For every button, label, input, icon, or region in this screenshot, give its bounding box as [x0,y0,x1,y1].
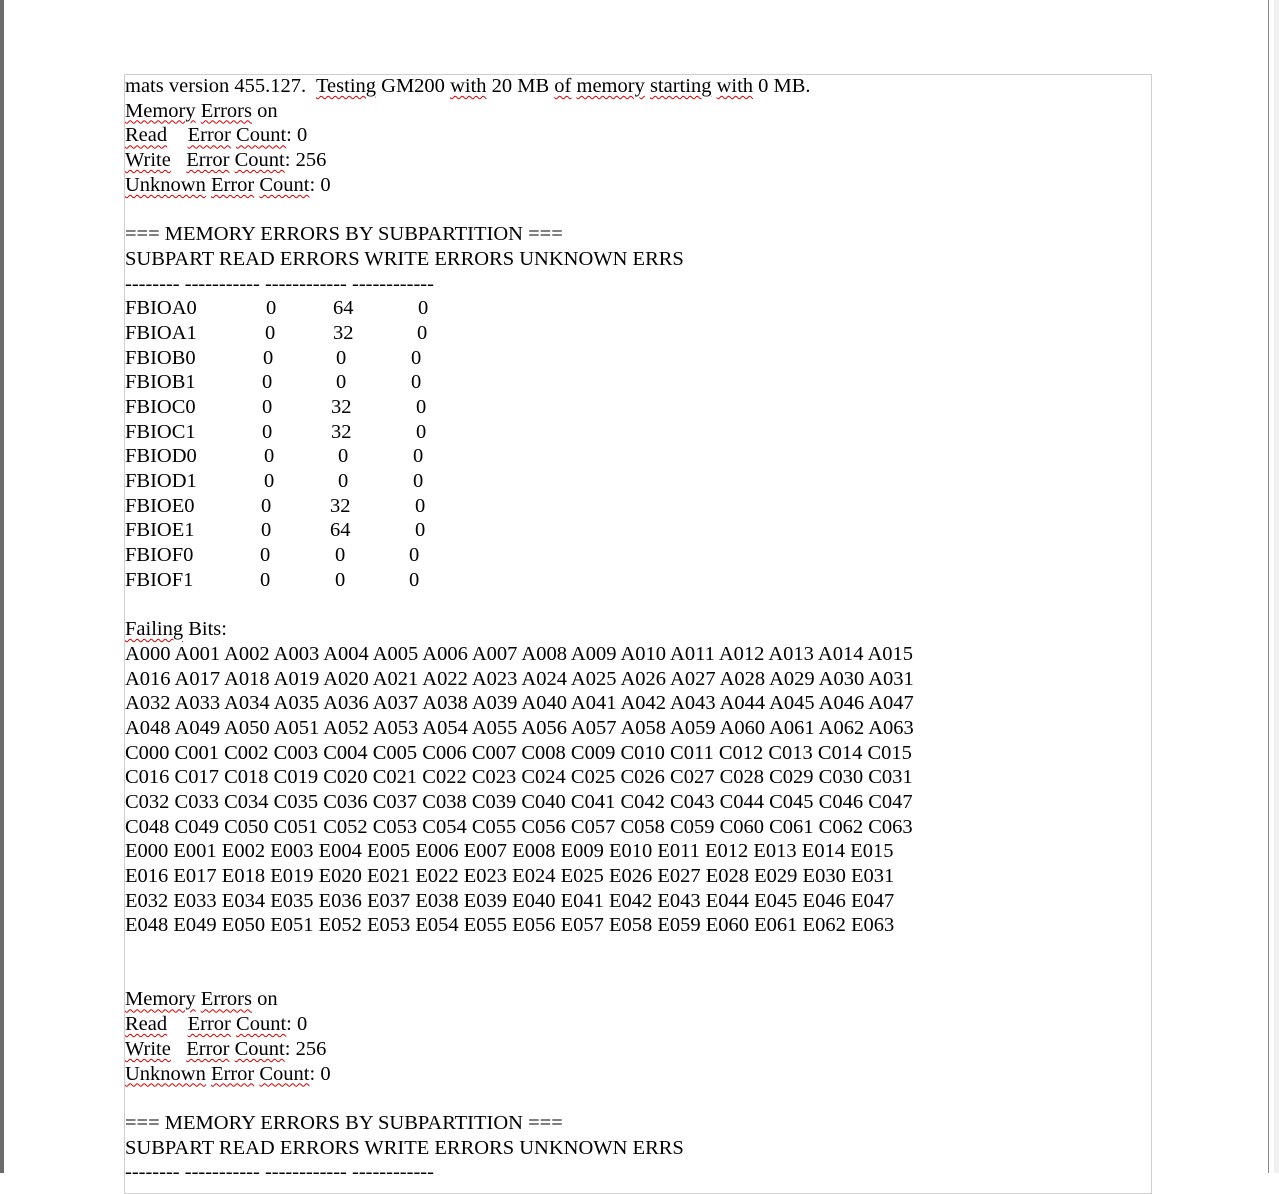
memory-errors-title: Memory Errors on [125,99,278,122]
table-row: FBIOB0 0 0 0 [125,346,422,369]
blank-line [125,1086,1225,1111]
failing-bits-line: E032 E033 E034 E035 E036 E037 E038 E039 E040 E041 E042 E043 E044 E045 E046 E047 [125,889,895,912]
blank-line [125,963,1225,988]
section-header: === MEMORY ERRORS BY SUBPARTITION === [125,223,563,246]
column-header: SUBPART READ ERRORS WRITE ERRORS UNKNOWN ERRS [125,1136,684,1159]
vertical-scrollbar[interactable] [1274,0,1279,1173]
table-row: FBIOD0 0 0 0 [125,445,424,468]
table-row: FBIOE0 0 32 0 [125,494,426,517]
table-row: FBIOD1 0 0 0 [125,470,424,492]
failing-bits-line: A000 A001 A002 A003 A004 A005 A006 A007 A008 A009 A010 A011 A012 A013 A014 A015 [125,642,914,665]
failing-bits-line: E016 E017 E018 E019 E020 E021 E022 E023 E024 E025 E026 E027 E028 E029 E030 E031 [125,865,895,887]
header-line: mats version 455.127. Testing GM200 with 20 MB of memory starting with 0 MB. [125,75,811,97]
blank-line [125,197,1225,222]
column-header: SUBPART READ ERRORS WRITE ERRORS UNKNOWN ERRS [125,247,684,270]
read-error-count: Read Error Count: 0 [125,1013,308,1036]
document-body[interactable] [125,74,1225,1185]
read-error-count: Read Error Count: 0 [125,124,308,147]
table-row: FBIOA1 0 32 0 [125,321,428,344]
table-row: FBIOC1 0 32 0 [125,420,427,443]
failing-bits-line: E048 E049 E050 E051 E052 E053 E054 E055 E056 E057 E058 E059 E060 E061 E062 E063 [125,914,895,937]
failing-bits-line: C032 C033 C034 C035 C036 C037 C038 C039 C040 C041 C042 C043 C044 C045 C046 C047 [125,790,913,813]
failing-bits-line: C016 C017 C018 C019 C020 C021 C022 C023 C024 C025 C026 C027 C028 C029 C030 C031 [125,766,913,789]
unknown-error-count: Unknown Error Count: 0 [125,173,331,196]
table-row: FBIOF1 0 0 0 [125,568,420,591]
blank-line [125,938,1225,963]
write-error-count: Write Error Count: 256 [125,1037,327,1060]
failing-bits-label: Failing Bits: [125,618,227,641]
table-row: FBIOF0 0 0 0 [125,544,420,567]
unknown-error-count: Unknown Error Count: 0 [125,1062,331,1085]
failing-bits-line: C048 C049 C050 C051 C052 C053 C054 C055 C056 C057 C058 C059 C060 C061 C062 C063 [125,815,913,838]
failing-bits-line: A016 A017 A018 A019 A020 A021 A022 A023 A024 A025 A026 A027 A028 A029 A030 A031 [125,667,914,690]
memory-errors-title: Memory Errors on [125,988,278,1011]
section-header: === MEMORY ERRORS BY SUBPARTITION === [125,1111,563,1134]
blank-line [125,592,1225,617]
window-left-edge [0,0,4,1173]
table-row: FBIOC0 0 32 0 [125,395,427,418]
failing-bits-line: E000 E001 E002 E003 E004 E005 E006 E007 E008 E009 E010 E011 E012 E013 E014 E015 [125,840,894,863]
failing-bits-line: A048 A049 A050 A051 A052 A053 A054 A055 A056 A057 A058 A059 A060 A061 A062 A063 [125,716,914,739]
separator-line: -------- ----------- ------------ ------------ [125,1161,434,1184]
failing-bits-line: C000 C001 C002 C003 C004 C005 C006 C007 C008 C009 C010 C011 C012 C013 C014 C015 [125,741,912,764]
table-row: FBIOE1 0 64 0 [125,519,426,542]
table-row: FBIOA0 0 64 0 [125,297,429,320]
separator-line: -------- ----------- ------------ ------------ [125,272,434,295]
table-row: FBIOB1 0 0 0 [125,371,422,394]
failing-bits-line: A032 A033 A034 A035 A036 A037 A038 A039 A040 A041 A042 A043 A044 A045 A046 A047 [125,692,914,715]
page-right-edge [1268,0,1269,1173]
write-error-count: Write Error Count: 256 [125,149,327,172]
